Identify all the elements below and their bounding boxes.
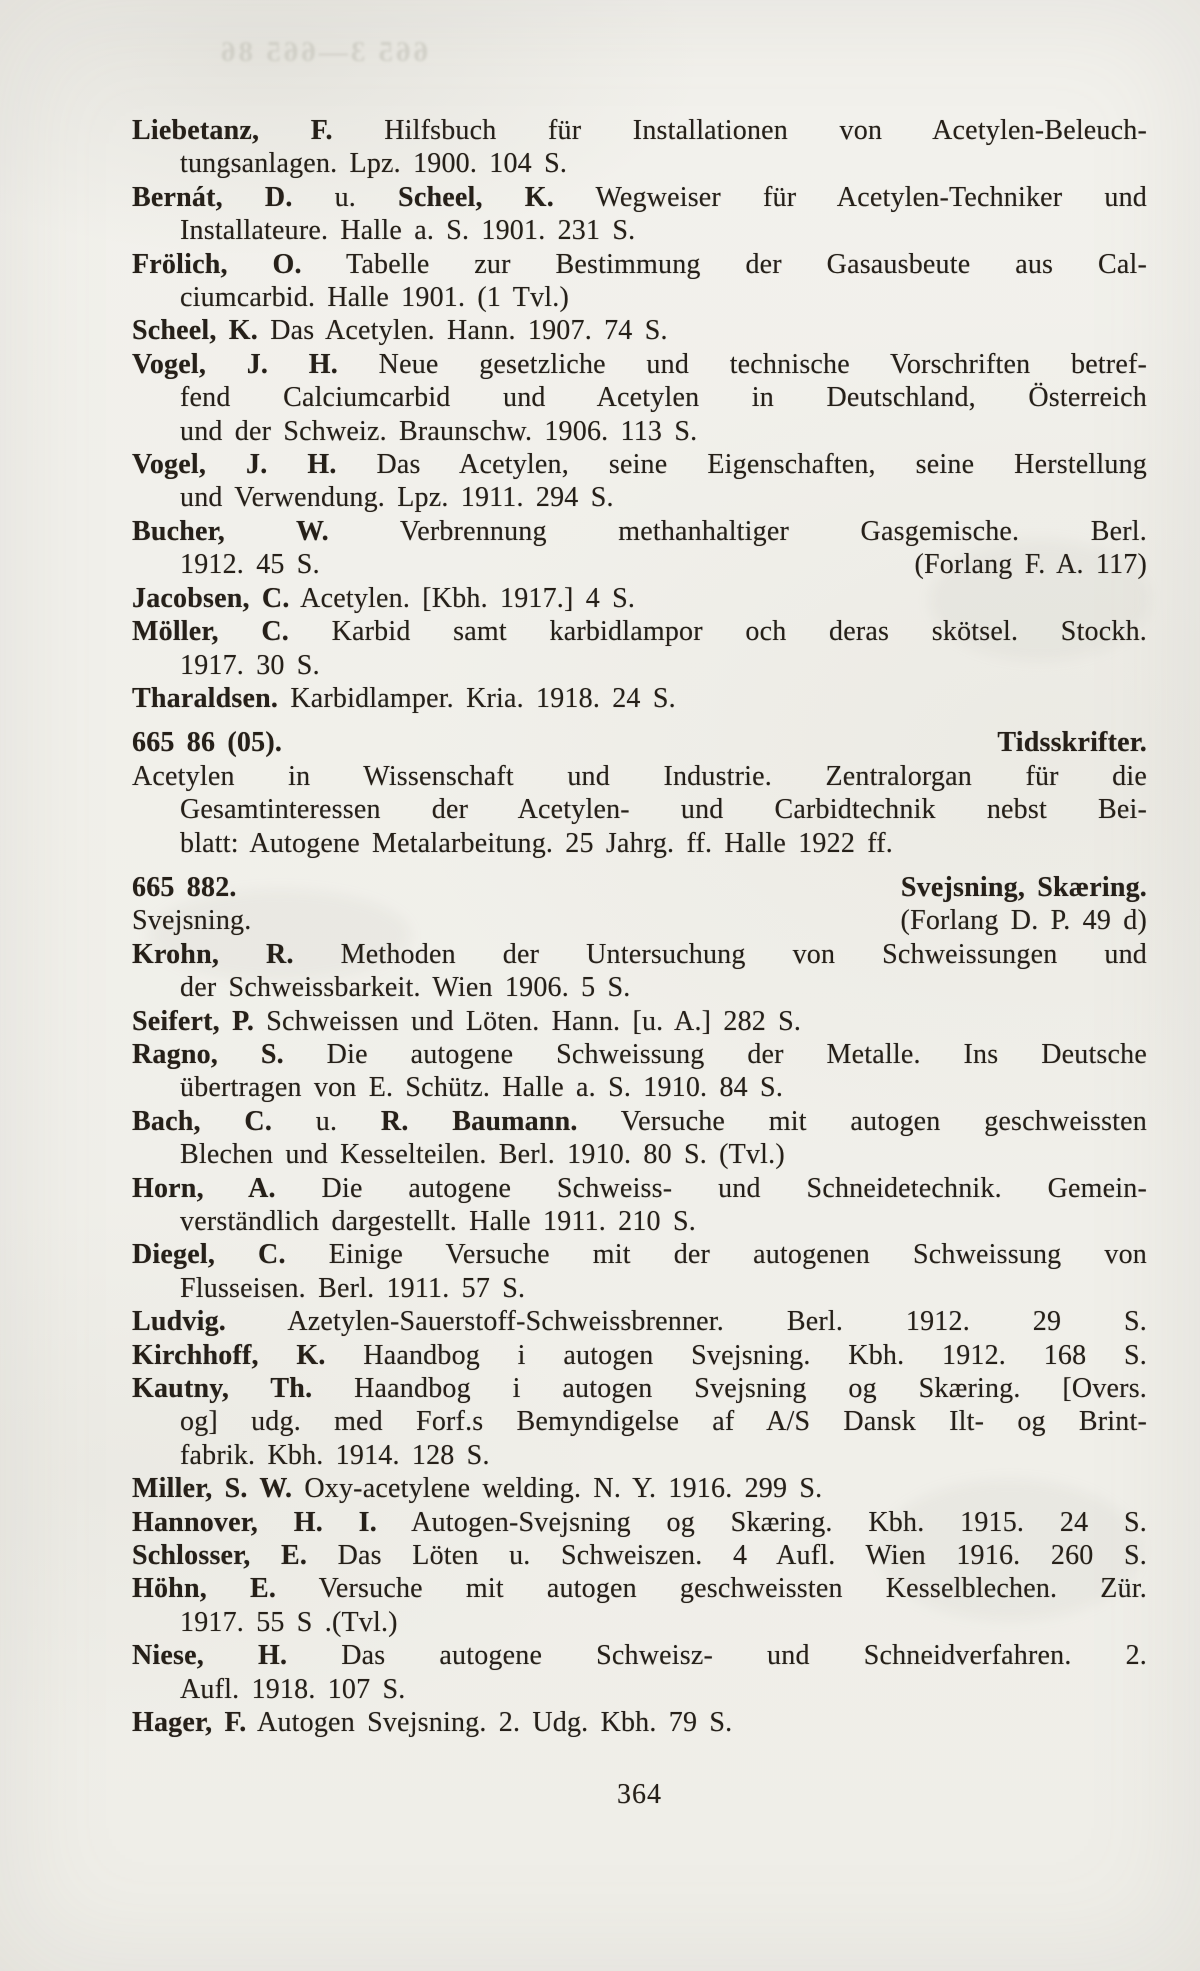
entry-line [132, 793, 1147, 826]
entry-line [132, 448, 1147, 481]
entry-text: Oxy-acetylene welding. N. Y. 1916. 299 S. [292, 1473, 823, 1505]
entry-line [132, 147, 1147, 180]
entry-line [132, 615, 1147, 648]
author-name: Scheel, K. [132, 315, 258, 347]
entry-line [132, 1606, 1147, 1639]
entry-line [132, 1372, 1147, 1405]
entry-text: Autogen-Svejsning og Skæring. Kbh. 1915. 24 S. [376, 1506, 1147, 1538]
entry-text: Neue gesetzliche und technische Vorschriften betref- [337, 348, 1147, 380]
author-name: Vogel, J. H. [132, 449, 337, 481]
author-name: Hager, F. [132, 1707, 247, 1739]
entry-text: Schweissen und Löten. Hann. [u. A.] 282 S. [254, 1005, 802, 1037]
entry-line [132, 1305, 1147, 1338]
author-name: Scheel, K. [398, 181, 554, 213]
shelf-note: (Forlang F. A. 117) [914, 549, 1147, 581]
entry-text: Tabelle zur Bestimmung der Gasausbeute aus Cal- [301, 248, 1147, 280]
entry-text: Versuche mit autogen geschweissten [577, 1105, 1147, 1137]
entry-text: fabrik. Kbh. 1914. 128 S. [180, 1439, 490, 1471]
bibliography-entries [132, 114, 1147, 1740]
entry-text: Azetylen-Sauerstoff-Schweissbrenner. Berl. 1912. 29 S. [226, 1306, 1147, 1338]
entry-line [132, 181, 1147, 214]
author-name: Vogel, J. H. [132, 348, 338, 380]
entry-text: fend Calciumcarbid und Acetylen in Deutschland, Österreich [180, 382, 1147, 414]
entry-line [132, 248, 1147, 281]
section-heading [132, 871, 1147, 904]
entry-text: Gesamtinteressen der Acetylen- und Carbidtechnik nebst Bei- [180, 794, 1147, 826]
author-name: Tharaldsen. [132, 682, 279, 714]
entry-line [132, 314, 1147, 347]
entry-line [132, 1138, 1147, 1171]
classification-number: 665 86 (05). [132, 727, 283, 759]
entry-line [132, 582, 1147, 615]
entry-text: Die autogene Schweissung der Metalle. Ins Deutsche [283, 1038, 1147, 1070]
author-name: Niese, H. [132, 1640, 288, 1672]
entry-line [132, 1339, 1147, 1372]
entry-line [132, 938, 1147, 971]
entry-text: der Schweissbarkeit. Wien 1906. 5 S. [180, 972, 631, 1004]
classification-number: 665 882. [132, 871, 237, 903]
entry-text: Acetylen. [Kbh. 1917.] 4 S. [289, 582, 636, 614]
entry-line [132, 1673, 1147, 1706]
entry-line [132, 1506, 1147, 1539]
entry-text: Das Löten u. Schweiszen. 4 Aufl. Wien 1916. 260 S. [307, 1540, 1147, 1572]
entry-text: Hilfsbuch für Installationen von Acetylen-Beleuch- [332, 115, 1147, 146]
author-name: R. Baumann. [380, 1105, 578, 1137]
entry-line [132, 1439, 1147, 1472]
entry-line [132, 281, 1147, 314]
entry-text: Karbid samt karbidlampor och deras skötsel. Stockh. [288, 616, 1147, 648]
author-name: Hannover, H. I. [132, 1506, 377, 1538]
author-name: Bucher, W. [132, 515, 329, 547]
entry-line [132, 682, 1147, 715]
entry-line [132, 1038, 1147, 1071]
entry-line [132, 548, 1147, 581]
entry-text: Aufl. 1918. 107 S. [180, 1673, 406, 1705]
entry-line [132, 1639, 1147, 1672]
entry-text: Verbrennung methanhaltiger Gasgemische. Berl. [328, 515, 1147, 547]
author-name: Krohn, R. [132, 938, 294, 970]
entry-line [132, 1472, 1147, 1505]
entry-line [132, 1238, 1147, 1271]
entry-line [132, 1272, 1147, 1305]
author-name: Horn, A. [132, 1172, 276, 1204]
entry-line [132, 1539, 1147, 1572]
entry-line [132, 1105, 1147, 1138]
section-title: Svejsning, Skæring. [900, 871, 1147, 903]
author-name: Diegel, C. [132, 1239, 286, 1271]
entry-line [132, 348, 1147, 381]
entry-text: und der Schweiz. Braunschw. 1906. 113 S. [180, 415, 698, 447]
entry-line [132, 649, 1147, 682]
entry-text: u. [292, 181, 399, 213]
entry-line [132, 114, 1147, 147]
entry-text: Installateure. Halle a. S. 1901. 231 S. [180, 215, 636, 247]
entry-line [132, 1071, 1147, 1104]
entry-text: Flusseisen. Berl. 1911. 57 S. [180, 1272, 526, 1304]
author-name: Bernát, D. [132, 181, 293, 213]
page-number: 364 [617, 1778, 662, 1810]
entry-line [132, 904, 1147, 937]
entry-text: u. [272, 1105, 381, 1137]
entry-line [132, 415, 1147, 448]
entry-text: Haandbog i autogen Svejsning. Kbh. 1912. 168 S. [325, 1339, 1147, 1371]
author-name: Seifert, P. [132, 1005, 255, 1037]
entry-line [132, 381, 1147, 414]
author-name: Kirchhoff, K. [132, 1339, 326, 1371]
entry-text: 1912. 45 S. [180, 549, 320, 581]
author-name: Bach, C. [132, 1105, 273, 1137]
entry-line [132, 1405, 1147, 1438]
author-name: Ludvig. [132, 1306, 226, 1338]
entry-text: übertragen von E. Schütz. Halle a. S. 1910. 84 S. [180, 1072, 784, 1104]
bibliography-text-block [132, 114, 1147, 1811]
entry-line [132, 760, 1147, 793]
entry-text: tungsanlagen. Lpz. 1900. 104 S. [180, 148, 568, 180]
entry-text: Haandbog i autogen Svejsning og Skæring. [Overs. [312, 1373, 1147, 1405]
entry-text: Karbidlamper. Kria. 1918. 24 S. [278, 682, 676, 714]
entry-text: blatt: Autogene Metalarbeitung. 25 Jahrg. ff. Halle 1922 ff. [180, 827, 893, 859]
entry-line [132, 1172, 1147, 1205]
entry-text: Svejsning. [132, 905, 252, 937]
author-name: Höhn, E. [132, 1573, 277, 1605]
entry-line [132, 1572, 1147, 1605]
entry-text: Einige Versuche mit der autogenen Schweissung von [285, 1239, 1148, 1271]
entry-text: Das Acetylen. Hann. 1907. 74 S. [258, 315, 668, 347]
entry-text: Das autogene Schweisz- und Schneidverfahren. 2. [287, 1640, 1147, 1672]
entry-line [132, 1005, 1147, 1038]
section-title: Tidsskrifter. [997, 727, 1147, 759]
author-name: Schlosser, E. [132, 1540, 308, 1572]
author-name: Kautny, Th. [132, 1373, 313, 1405]
entry-line [132, 214, 1147, 247]
bleed-through-text: 665 3—665 86 [218, 36, 428, 68]
entry-line-text [180, 548, 320, 581]
entry-text: 1917. 55 S .(Tvl.) [180, 1606, 398, 1638]
entry-text: Wegweiser für Acetylen-Techniker und [553, 181, 1147, 213]
entry-text: ciumcarbid. Halle 1901. (1 Tvl.) [180, 282, 570, 314]
shelf-note: (Forlang D. P. 49 d) [900, 905, 1147, 937]
author-name: Miller, S. W. [132, 1473, 293, 1505]
entry-line [132, 515, 1147, 548]
entry-line [132, 971, 1147, 1004]
entry-text: Die autogene Schweiss- und Schneidetechnik. Gemein- [275, 1172, 1147, 1204]
entry-text: Acetylen in Wissenschaft und Industrie. Zentralorgan für die [132, 760, 1147, 792]
author-name: Möller, C. [132, 616, 289, 648]
entry-text: og] udg. med Forf.s Bemyndigelse af A/S Dansk Ilt- og Brint- [180, 1406, 1147, 1438]
entry-text: und Verwendung. Lpz. 1911. 294 S. [180, 482, 614, 514]
entry-line [132, 1205, 1147, 1238]
entry-text: verständlich dargestellt. Halle 1911. 210 S. [180, 1206, 696, 1237]
author-name: Frölich, O. [132, 248, 302, 280]
author-name: Liebetanz, F. [132, 115, 333, 146]
entry-line [132, 481, 1147, 514]
entry-text: Blechen und Kesselteilen. Berl. 1910. 80 S. (Tvl.) [180, 1139, 785, 1171]
entry-text: Methoden der Untersuchung von Schweissungen und [293, 938, 1147, 970]
section-heading [132, 726, 1147, 759]
entry-line [132, 827, 1147, 860]
entry-text: Versuche mit autogen geschweissten Kesselblechen. Zür. [276, 1573, 1147, 1605]
entry-line [132, 1706, 1147, 1739]
author-name: Ragno, S. [132, 1038, 284, 1070]
entry-line-text [132, 904, 251, 937]
entry-text: Autogen Svejsning. 2. Udg. Kbh. 79 S. [246, 1707, 733, 1739]
entry-text: Das Acetylen, seine Eigenschaften, seine Herstellung [336, 449, 1147, 481]
entry-text: 1917. 30 S. [180, 649, 320, 681]
author-name: Jacobsen, C. [132, 582, 290, 614]
